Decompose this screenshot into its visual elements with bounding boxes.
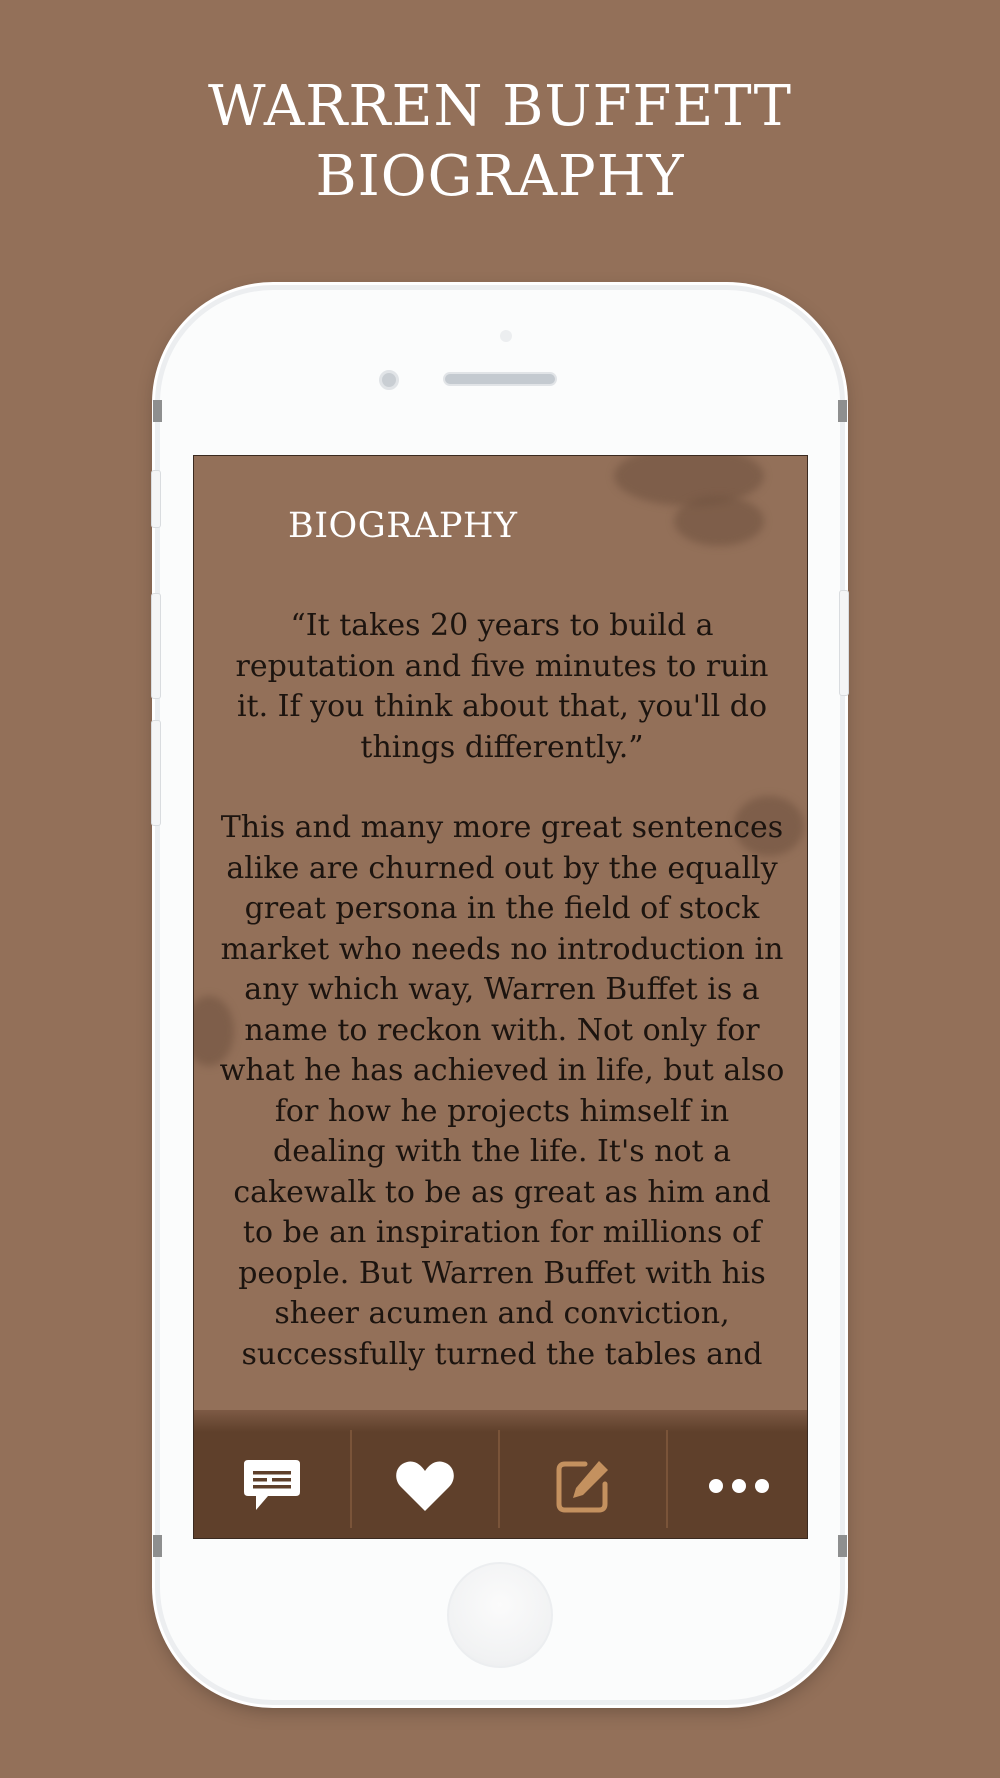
proximity-sensor — [500, 330, 512, 342]
power-button — [839, 590, 849, 696]
heart-icon — [395, 1459, 455, 1513]
comment-icon — [242, 1458, 302, 1514]
phone-frame — [155, 285, 845, 1705]
antenna-band — [153, 1535, 162, 1557]
tab-edit[interactable] — [500, 1432, 666, 1539]
app-screen — [193, 455, 808, 1539]
biography-text: This and many more great sentences alike are churned out by the equally great persona in the field of stock market who needs no introduction in any which way, Warren Buffet is a name to reckon with. Not only for what he has achieved in life, but also for how he projects himself in dealing with the life. It's not a cakewalk to be as great as him and to be an inspiration for millions of people. But Warren Buffet with his sheer acumen and conviction, successfully turned the tables and — [219, 810, 785, 1372]
texture-stain — [614, 455, 764, 506]
volume-up-button — [151, 593, 161, 699]
biography-content[interactable] — [216, 606, 788, 1375]
promo-title-line-2: BIOGRAPHY — [315, 144, 685, 209]
home-button[interactable] — [447, 1562, 553, 1668]
antenna-band — [838, 400, 847, 422]
promo-title — [0, 72, 1000, 212]
tab-more[interactable] — [668, 1432, 808, 1539]
front-camera — [379, 370, 399, 390]
tab-comments[interactable] — [194, 1432, 350, 1539]
mute-switch — [151, 470, 161, 528]
tab-favorites[interactable] — [352, 1432, 498, 1539]
volume-down-button — [151, 720, 161, 826]
edit-icon — [555, 1458, 611, 1514]
tab-bar-texture — [194, 1410, 808, 1432]
earpiece-speaker — [443, 372, 557, 386]
texture-stain — [674, 496, 764, 546]
more-icon — [708, 1478, 770, 1494]
promo-title-line-1: WARREN BUFFETT — [208, 74, 792, 139]
antenna-band — [838, 1535, 847, 1557]
quote-text: “It takes 20 years to build a reputation and five minutes to ruin it. If you think about that, you'll do things differently.” — [235, 608, 769, 765]
screen-title: BIOGRAPHY — [288, 506, 518, 546]
antenna-band — [153, 400, 162, 422]
bottom-tab-bar — [194, 1410, 808, 1539]
